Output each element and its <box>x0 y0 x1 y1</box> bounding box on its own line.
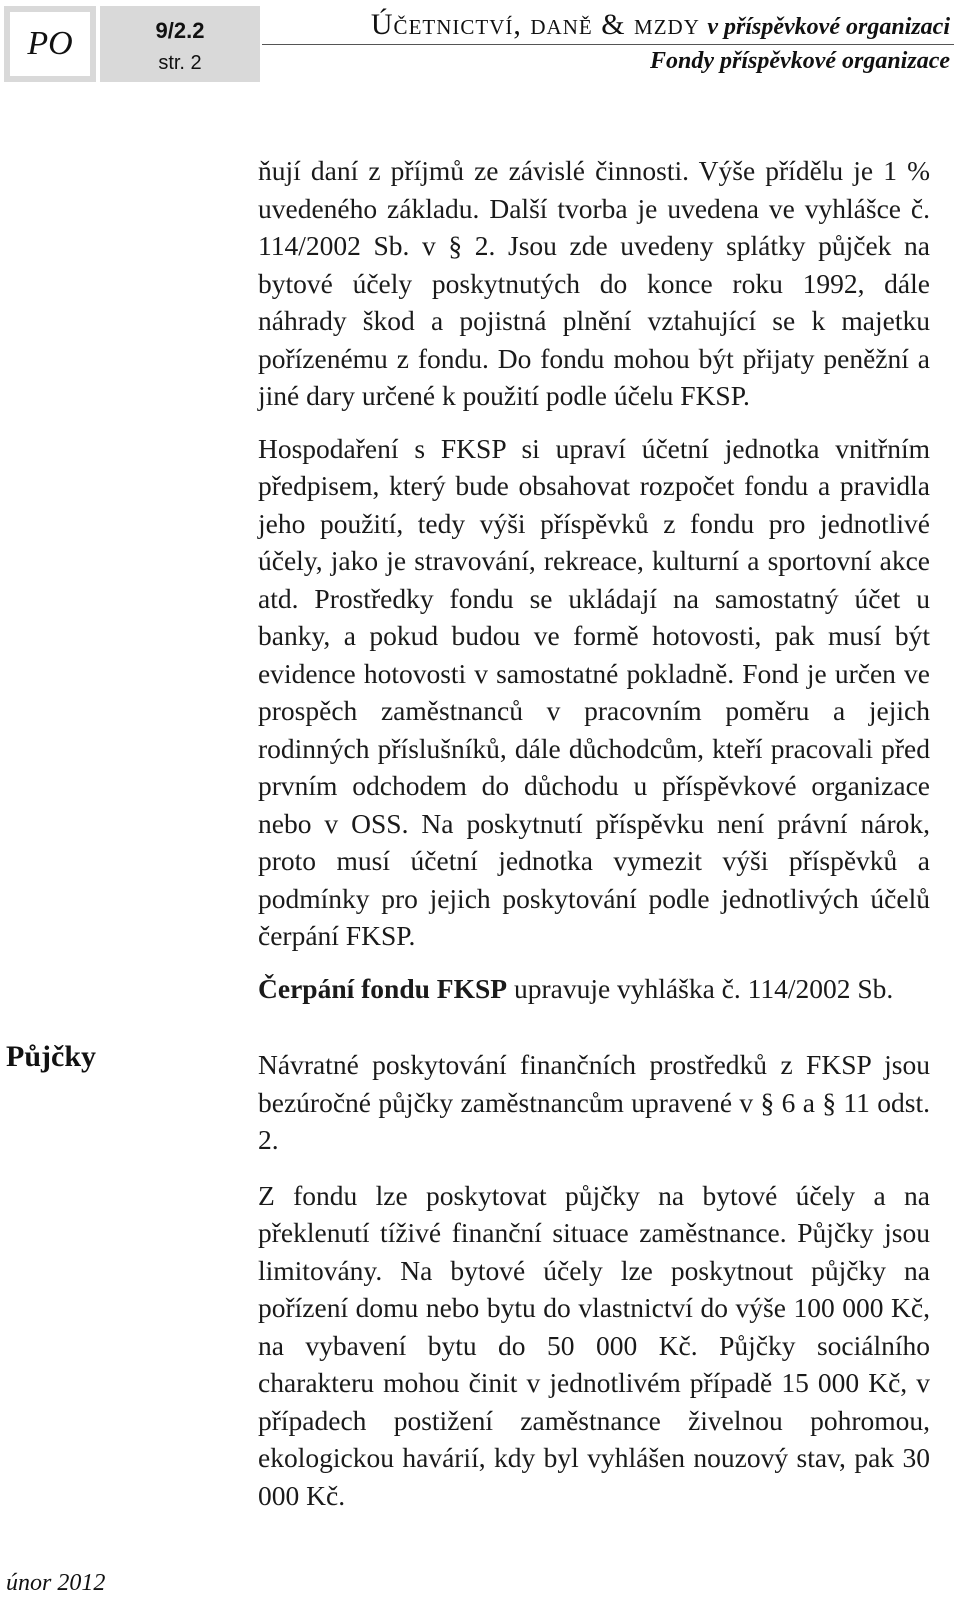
main-text <box>258 152 930 1007</box>
section-badge <box>4 6 96 82</box>
chapter-number: 9/2.2 <box>155 18 205 43</box>
paragraph-loans-limits: Z fondu lze poskytovat půjčky na bytové účely a na překlenutí tíživé finanční situace zaměstnance. Půjčky jsou limitovány. Na bytové účely lze poskytnout půjčky na pořízení domu nebo bytu do vlastnictví do výše 100 000 Kč, na vybavení bytu do 50 000 Kč. Půjčky sociálního charakteru mohou činit v jednotlivém případě 15 000 Kč, v případech postižení zaměstnance živelnou pohromou, ekologickou havárií, kdy byl vyhlášen nouzový stav, pak 30 000 Kč. <box>258 1179 930 1511</box>
chapter-subtitle: Fondy příspěvkové organizace <box>650 48 950 74</box>
issue-date: únor 2012 <box>6 1570 106 1596</box>
chapter-badge <box>100 6 260 82</box>
publication-title-italic: v příspěvkové organizaci <box>707 14 950 40</box>
paragraph-fund-creation: ňují daní z příjmů ze závislé činnosti. Výše přídělu je 1 % uvedeného základu. Další tvorba je uvedena ve vyhlášce č. 114/2002 Sb. v § 2. Jsou zde uvedeny splátky půjček na bytové účely poskytnutých do konce roku 1992, dále náhrady škod a pojistná plnění vztahující se k majetku pořízenému z fondu. Do fondu mohou být přijaty peněžní a jiné dary určené k použití podle účelu FKSP. <box>258 155 930 411</box>
paragraph-loans-intro: Návratné poskytování finančních prostředků z FKSP jsou bezúročné půjčky zaměstnancům upravené v § 6 a § 11 odst. 2. <box>258 1049 930 1155</box>
paragraph-fund-usage <box>258 970 930 1008</box>
paragraph-fund-usage-rest: upravuje vyhláška č. 114/2002 Sb. <box>507 972 894 1004</box>
header-divider <box>262 44 954 45</box>
paragraph-fund-usage-bold: Čerpání fondu FKSP <box>258 972 508 1004</box>
section-abbr: PO <box>10 12 90 76</box>
page-number: str. 2 <box>158 52 202 74</box>
loans-text <box>258 1046 930 1514</box>
section-heading-loans: Půjčky <box>6 1040 96 1073</box>
publication-title-main: Účetnictví, daně & mzdy <box>370 8 700 41</box>
publication-title <box>371 8 950 42</box>
paragraph-fund-management: Hospodaření s FKSP si upraví účetní jednotka vnitřním předpisem, který bude obsahovat rozpočet fondu a pravidla jeho použití, tedy výši příspěvků z fondu pro jednotlivé účely, jako je stravování, rekreace, kulturní a sportovní akce atd. Prostředky fondu se ukládají na samostatný účet u banky, a pokud budou ve formě hotovosti, pak musí být evidence hotovosti v samostatné pokladně. Fond je určen ve prospěch zaměstnanců v pracovním poměru a jejich rodinných příslušníků, dále důchodcům, kteří pracovali před prvním odchodem do důchodu u příspěvkové organizace nebo v OSS. Na poskytnutí příspěvku není právní nárok, proto musí účetní jednotka vymezit výši příspěvků a podmínky pro jejich poskytování podle jednotlivých účelů čerpání FKSP. <box>258 432 930 951</box>
